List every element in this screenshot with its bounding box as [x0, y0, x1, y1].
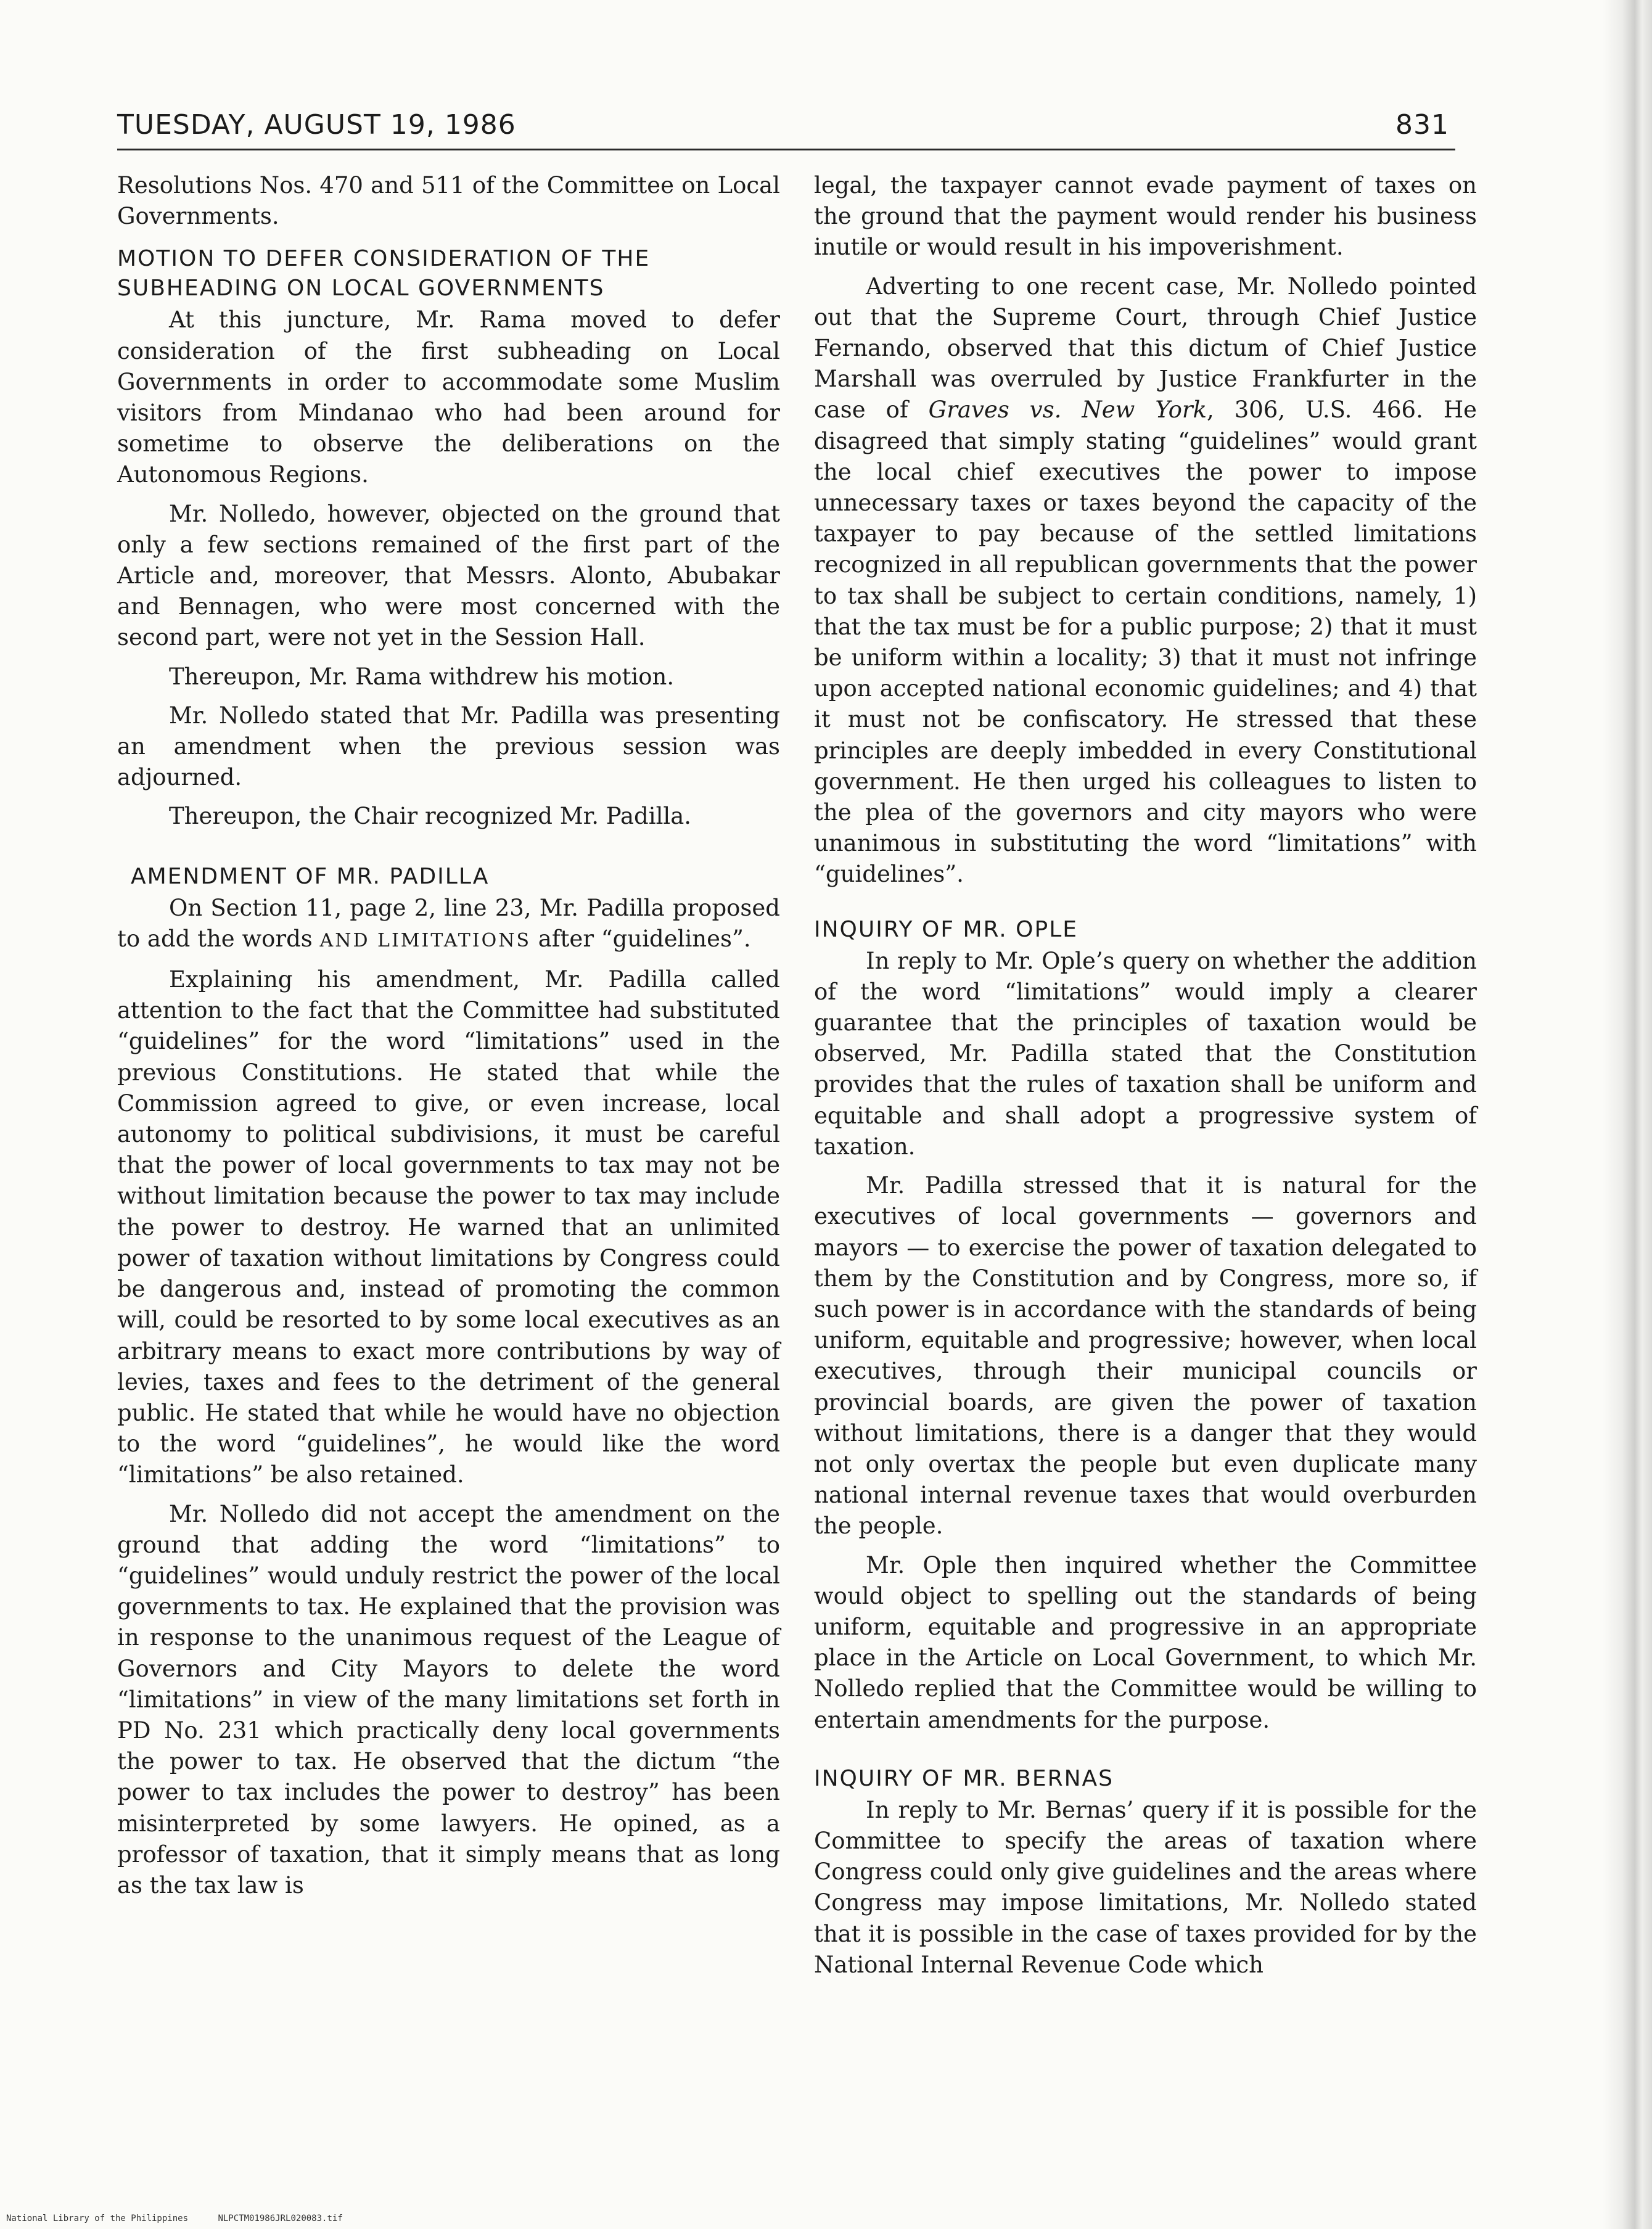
- amendment-words: AND LIMITATIONS: [319, 929, 532, 951]
- paragraph: Mr. Padilla stressed that it is natural for the executives of local governments — governors and mayors — to exercise the power of taxation delegated to them by the Constitution and by Congress, more so, if such power is in accordance with the standards of being uniform, equitable and progressive; however, when local executives, through their municipal councils or provincial boards, are given the power of taxation without limitations, there is a danger that they would not only overtax the people but even duplicate many national internal revenue taxes that would overburden the people.: [814, 1172, 1477, 1540]
- page-header: [117, 102, 1455, 150]
- case-citation: Graves vs. New York: [928, 396, 1207, 424]
- paragraph: [117, 893, 780, 956]
- paragraph: In reply to Mr. Ople’s query on whether the addition of the word “limitations” would imply a clearer guarantee that the principles of taxation would be observed, Mr. Padilla stated that the Constitution provides that the rules of taxation shall be uniform and equitable and shall adopt a progressive system of taxation.: [814, 947, 1477, 1160]
- text-run: Adverting to one recent case, Mr. Nolledo pointed out that the Supreme Court, through Chief Justice Fernando, observed that this dictum of Chief Justice Marshall was overruled by Justice Frankfurter in the case of: [814, 273, 1477, 424]
- header-date: TUESDAY, AUGUST 19, 1986: [117, 109, 516, 141]
- paragraph: At this juncture, Mr. Rama moved to defer consideration of the first subheading on Local Governments in order to accommodate some Muslim visitors from Mindanao who had been around for sometime to observe the deliberations on the Autonomous Regions.: [117, 306, 780, 488]
- footer-library: National Library of the Philippines: [6, 2214, 189, 2223]
- paragraph: Mr. Nolledo did not accept the amendment on the ground that adding the word “limitations” to “guidelines” would unduly restrict the power of the local governments to tax. He explained that the provision was in response to the unanimous request of the League of Governors and City Mayors to delete the word “limitations” in view of the many limitations set forth in PD No. 231 which practically deny local governments the power to tax. He observed that the dictum “the power to tax includes the power to destroy” has been misinterpreted by some lawyers. He opined, as a professor of taxation, that it simply means that as long as the tax law is: [117, 1500, 780, 1899]
- ople-heading: INQUIRY OF MR. OPLE: [814, 916, 1079, 942]
- paragraph: Thereupon, Mr. Rama withdrew his motion.: [169, 663, 675, 690]
- amendment-heading: AMENDMENT OF MR. PADILLA: [131, 863, 490, 889]
- scan-edge-shadow: [1603, 0, 1652, 2229]
- paragraph: Mr. Nolledo, however, objected on the ground that only a few sections remained of the first part of the Article and, moreover, that Messrs. Alonto, Abubakar and Bennagen, who were most concerned with the second part, were not yet in the Session Hall.: [117, 500, 780, 651]
- page-number: 831: [1395, 109, 1449, 141]
- scan-footer: [6, 2214, 368, 2223]
- paragraph: [814, 271, 1477, 890]
- text-run: , 306, U.S. 466. He disagreed that simply stating “guidelines” would grant the local chief executives the power to impose unnecessary taxes or taxes beyond the capacity of the taxpayer to pay because of the settled limitations recognized in all republican governments that the power to tax shall be subject to certain conditions, namely, 1) that the tax must be for a public purpose; 2) that it must be uniform within a locality; 3) that it must not infringe upon accepted national economic guidelines; and 4) that it must not be confiscatory. He stressed that these principles are deeply imbedded in every Constitutional government. He then urged his colleagues to listen to the plea of the governors and city mayors who were unanimous in substituting the word “limitations” with “guidelines”.: [814, 396, 1477, 888]
- paragraph: Mr. Ople then inquired whether the Committee would object to spelling out the standards of being uniform, equitable and progressive in an appropriate place in the Article on Local Government, to which Mr. Nolledo replied that the Committee would be willing to entertain amendments for the purpose.: [814, 1551, 1477, 1733]
- motion-heading: MOTION TO DEFER CONSIDERATION OF THE SUBHEADING ON LOCAL GOVERNMENTS: [117, 246, 651, 302]
- paragraph: legal, the taxpayer cannot evade payment of taxes on the ground that the payment would render his business inutile or would result in his impoverishment.: [814, 172, 1477, 261]
- intro-paragraph: Resolutions Nos. 470 and 511 of the Committee on Local Governments.: [117, 172, 780, 230]
- paragraph: Thereupon, the Chair recognized Mr. Padilla.: [169, 803, 692, 830]
- paragraph: In reply to Mr. Bernas’ query if it is possible for the Committee to specify the areas of taxation where Congress could only give guidelines and the areas where Congress may impose limitations, Mr. Nolledo stated that it is possible in the case of taxes provided for by the National Internal Revenue Code which: [814, 1796, 1477, 1978]
- right-column: [814, 170, 1477, 1989]
- bernas-heading: INQUIRY OF MR. BERNAS: [814, 1765, 1114, 1791]
- text-run: On Section 11, page 2, line 23, Mr. Padilla proposed to add the words: [117, 894, 780, 952]
- paragraph: Explaining his amendment, Mr. Padilla called attention to the fact that the Committee had substituted “guidelines” for the word “limitations” used in the previous Constitutions. He stated that while the Commission agreed to give, or even increase, local autonomy to political subdivisions, it must be careful that the power of local governments to tax may not be without limitation because the power to tax may include the power to destroy. He warned that an unlimited power of taxation without limitations by Congress could be dangerous and, instead of promoting the common will, could be resorted to by some local executives as an arbitrary means to exact more contributions by way of levies, taxes and fees to the detriment of the general public. He stated that while he would have no objection to the word “guidelines”, he would like the word “limitations” be also retained.: [117, 966, 780, 1488]
- paragraph: Mr. Nolledo stated that Mr. Padilla was presenting an amendment when the previous session was adjourned.: [117, 702, 780, 791]
- left-column: [117, 170, 780, 1909]
- text-run: after “guidelines”.: [538, 925, 751, 952]
- footer-filename: NLPCTM01986JRL020083.tif: [218, 2214, 343, 2223]
